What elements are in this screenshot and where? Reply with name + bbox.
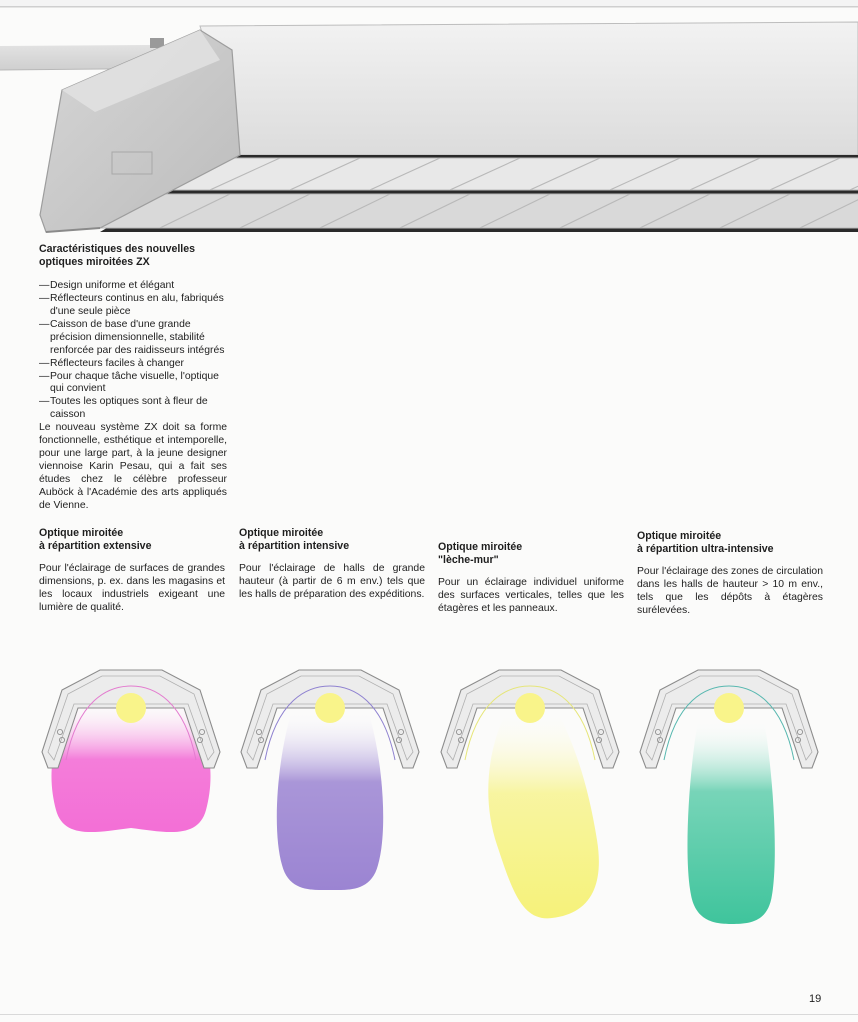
intro-section xyxy=(39,243,227,513)
light-beam xyxy=(687,720,774,924)
luminaire-illustration xyxy=(0,0,858,240)
feature-list xyxy=(39,280,227,422)
feature-item: — Pour chaque tâche visuelle, l'optique qui convient xyxy=(39,371,227,397)
light-beam xyxy=(277,710,383,890)
optic-description: Pour l'éclairage de surfaces de grandes dimensions, p. ex. dans les magasins et les locaux industriels exigeant une lumière de qualité. xyxy=(39,563,225,613)
lamp-icon xyxy=(315,693,345,723)
optic-column-intensive xyxy=(239,527,425,602)
lamp-icon xyxy=(714,693,744,723)
optic-description: Pour l'éclairage de halls de grande hauteur (à partir de 6 m env.) tels que les halls de préparation des expéditions. xyxy=(239,563,425,600)
intro-heading: Caractéristiques des nouvelles optiques miroitées ZX xyxy=(39,243,196,268)
optic-title: Optique miroitée "lèche-mur" xyxy=(438,541,523,566)
feature-item: — Réflecteurs continus en alu, fabriqués d'une seule pièce xyxy=(39,293,227,319)
feature-item: — Réflecteurs faciles à changer xyxy=(39,358,227,371)
optic-column-wall-wash xyxy=(438,541,624,616)
feature-item: — Design uniforme et élégant xyxy=(39,280,227,293)
intro-paragraph: Le nouveau système ZX doit sa forme fonctionnelle, esthétique et intemporelle, pour une large part, à la jeune designer viennoise Karin Pesau, qui a fait ses études chez le célèbre professeur Auböck à l'Académie des arts appliqués de Vienne. xyxy=(39,422,227,511)
lamp-icon xyxy=(116,693,146,723)
optic-title: Optique miroitée à répartition extensive xyxy=(39,527,152,552)
optic-column-extensive xyxy=(39,527,225,615)
optic-description: Pour un éclairage individuel uniforme des surfaces verticales, telles que les étagères et les panneaux. xyxy=(438,577,624,614)
footer-rule xyxy=(0,1014,858,1015)
feature-item: — Toutes les optiques sont à fleur de caisson xyxy=(39,396,227,422)
light-beam xyxy=(488,710,599,918)
optic-title: Optique miroitée à répartition intensive xyxy=(239,527,350,552)
light-distribution-extensive xyxy=(38,660,224,860)
light-distribution-wall-wash xyxy=(437,660,623,930)
light-distribution-intensive xyxy=(237,660,423,900)
light-distribution-ultra-intensive xyxy=(636,660,822,930)
optic-column-ultra-intensive xyxy=(637,530,823,618)
optic-description: Pour l'éclairage des zones de circulation dans les halls de hauteur > 10 m env., tels que les dépôts à étagères surélevées. xyxy=(637,566,823,616)
page-number: 19 xyxy=(809,993,822,1005)
lamp-icon xyxy=(515,693,545,723)
optic-title: Optique miroitée à répartition ultra-intensive xyxy=(637,530,774,555)
feature-item: — Caisson de base d'une grande précision dimensionnelle, stabilité renforcée par des raidisseurs intégrés xyxy=(39,319,227,358)
